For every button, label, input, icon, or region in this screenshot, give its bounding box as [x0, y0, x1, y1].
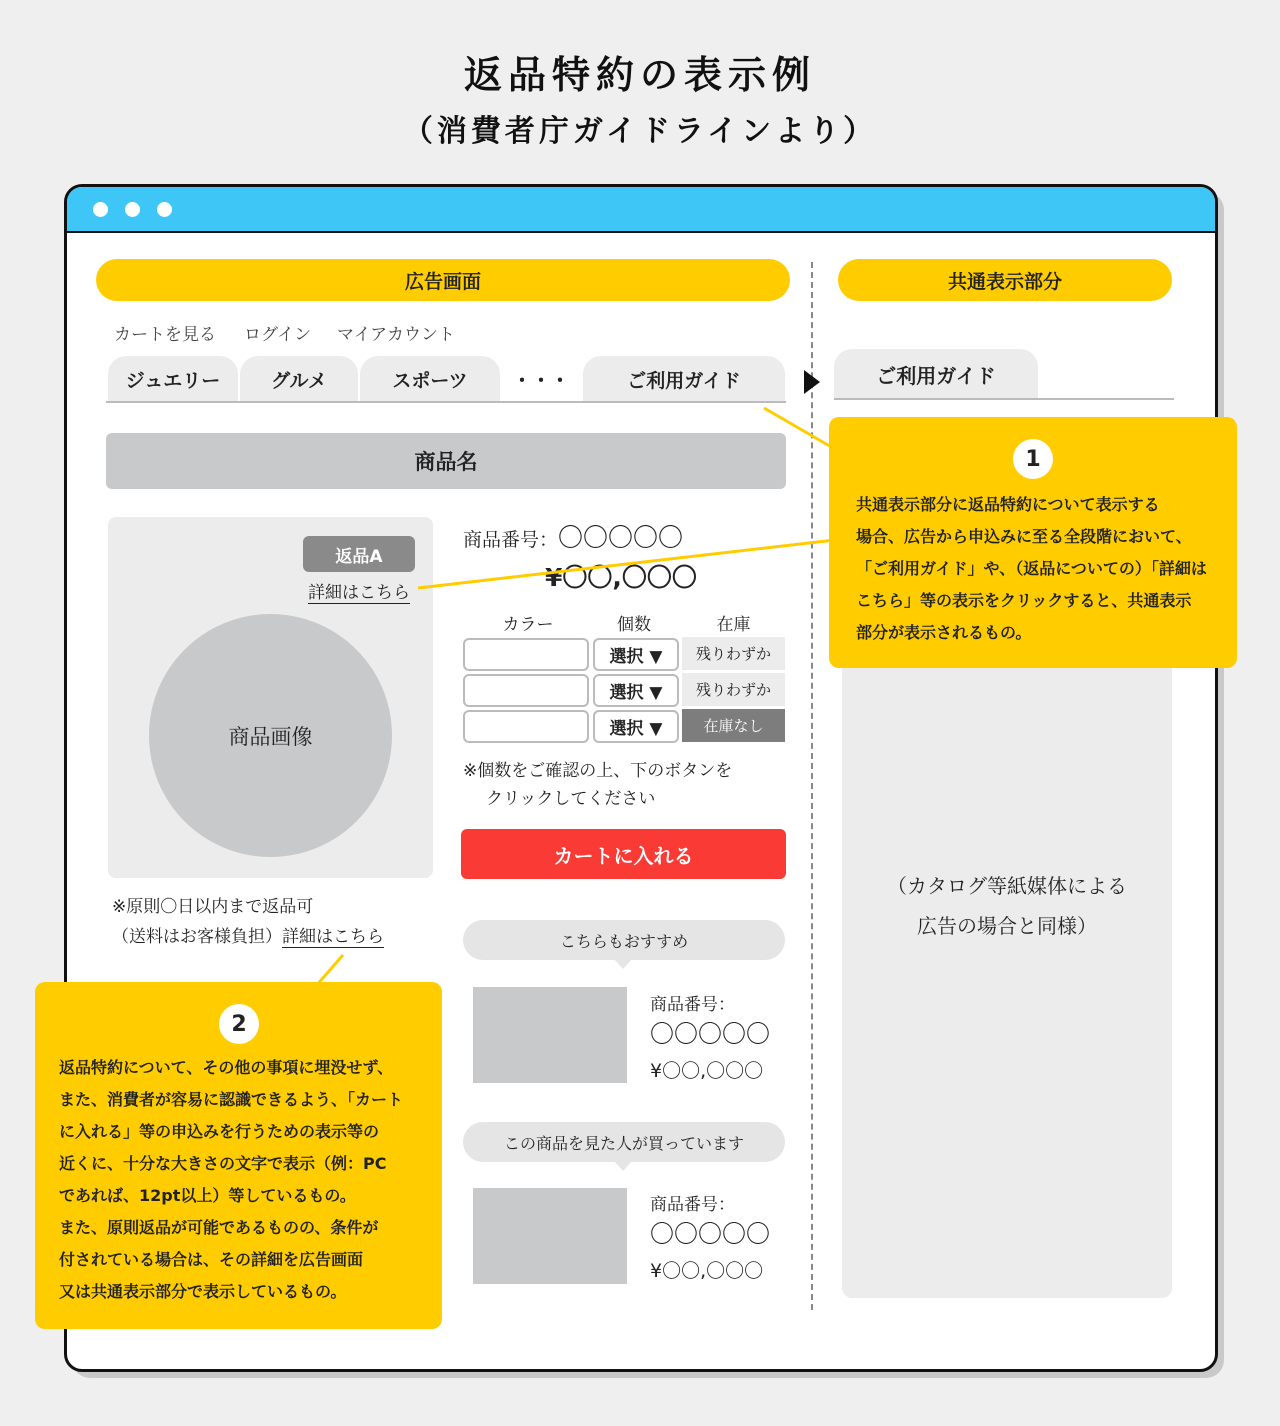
- qty-select[interactable]: 選択 ▼: [593, 674, 679, 707]
- recommend-price: ¥〇〇,〇〇〇: [650, 1060, 764, 1082]
- callout-2-line: 付されている場合は、その詳細を広告画面: [59, 1250, 364, 1269]
- callout-2-line: に入れる」等の申込みを行うための表示等の: [59, 1122, 380, 1141]
- also-bought-price: ¥〇〇,〇〇〇: [650, 1260, 764, 1282]
- callout-2-line: 近くに、十分な大きさの文字で表示（例：PC: [59, 1154, 387, 1173]
- return-note-line1: ※原則〇日以内まで返品可: [112, 897, 314, 917]
- callout-1-line: 場合、広告から申込みに至る全段階において、: [856, 527, 1192, 546]
- qty-note-line2: クリックしてください: [486, 789, 656, 809]
- color-header: カラー: [502, 615, 554, 635]
- recommend-number-label: 商品番号：: [650, 995, 735, 1015]
- qty-note-line1: ※個数をご確認の上、下のボタンを: [463, 761, 733, 781]
- qty-header: 個数: [617, 615, 651, 635]
- recommend-number-value: 〇〇〇〇〇: [650, 1020, 770, 1048]
- callout-1: [829, 417, 1237, 668]
- callout-1-line: 「ご利用ガイド」や、（返品についての）「詳細は: [856, 559, 1207, 578]
- common-panel-line2: 広告の場合と同様）: [917, 914, 1097, 938]
- callout-1-line: こちら」等の表示をクリックすると、共通表示: [856, 591, 1192, 610]
- login-link[interactable]: ログイン: [244, 325, 312, 345]
- callout-2-line: であれば、12pt以上）等しているもの。: [59, 1186, 356, 1205]
- callout-2-text: [59, 1052, 403, 1308]
- also-bought-bubble: この商品を見た人が買っています: [463, 1122, 785, 1162]
- common-user-guide-tab[interactable]: ご利用ガイド: [834, 349, 1038, 399]
- return-note-detail-link[interactable]: 詳細はこちら: [282, 927, 384, 947]
- return-badge: 返品A: [303, 536, 415, 572]
- common-display-label: 共通表示部分: [838, 259, 1172, 301]
- tab-user-guide[interactable]: ご利用ガイド: [583, 356, 785, 402]
- callout-2: [35, 982, 442, 1329]
- tab-jewelry[interactable]: ジュエリー: [108, 356, 238, 402]
- qty-select[interactable]: 選択 ▼: [593, 638, 679, 671]
- callout-2-line: また、原則返品が可能であるものの、条件が: [59, 1218, 379, 1237]
- stock-status: 残りわずか: [682, 673, 785, 706]
- common-panel-line1: （カタログ等紙媒体による: [887, 874, 1127, 898]
- tab-more[interactable]: ・・・: [512, 369, 570, 392]
- product-price: ¥〇〇,〇〇〇: [545, 563, 697, 592]
- callout-2-number: 2: [219, 1004, 259, 1044]
- return-note-text: （送料はお客様負担）: [112, 927, 282, 947]
- product-number-label: 商品番号：: [463, 529, 559, 551]
- product-number-value: 〇〇〇〇〇: [558, 523, 684, 552]
- product-image-label: 商品画像: [228, 724, 313, 749]
- recommend-bubble: こちらもおすすめ: [463, 920, 785, 960]
- ad-screen-label: 広告画面: [96, 259, 790, 301]
- callout-1-number: 1: [1013, 439, 1053, 479]
- also-bought-number-value: 〇〇〇〇〇: [650, 1220, 770, 1248]
- callout-2-line: また、消費者が容易に認識できるよう、「カート: [59, 1090, 404, 1109]
- callout-1-line: 共通表示部分に返品特約について表示する: [856, 495, 1160, 514]
- callout-2-line: 又は共通表示部分で表示しているもの。: [59, 1282, 347, 1301]
- callout-1-text: [856, 489, 1207, 649]
- product-name-bar: 商品名: [106, 433, 786, 489]
- add-to-cart-button[interactable]: カートに入れる: [461, 829, 786, 879]
- return-detail-link[interactable]: 詳細はこちら: [308, 583, 410, 603]
- stock-status: 在庫なし: [682, 709, 785, 742]
- stock-header: 在庫: [716, 615, 751, 635]
- my-account-link[interactable]: マイアカウント: [337, 325, 455, 345]
- qty-select[interactable]: 選択 ▼: [593, 710, 679, 743]
- view-cart-link[interactable]: カートを見る: [114, 325, 216, 345]
- tab-gourmet[interactable]: グルメ: [240, 356, 358, 402]
- stock-status: 残りわずか: [682, 637, 785, 670]
- page-title: 返品特約の表示例: [463, 53, 816, 97]
- callout-2-line: 返品特約について、その他の事項に埋没せず、: [59, 1058, 394, 1077]
- tab-sports[interactable]: スポーツ: [360, 356, 500, 402]
- also-bought-number-label: 商品番号：: [650, 1195, 735, 1215]
- callout-1-line: 部分が表示されるもの。: [856, 623, 1032, 642]
- page-subtitle: （消費者庁ガイドラインより）: [402, 114, 878, 149]
